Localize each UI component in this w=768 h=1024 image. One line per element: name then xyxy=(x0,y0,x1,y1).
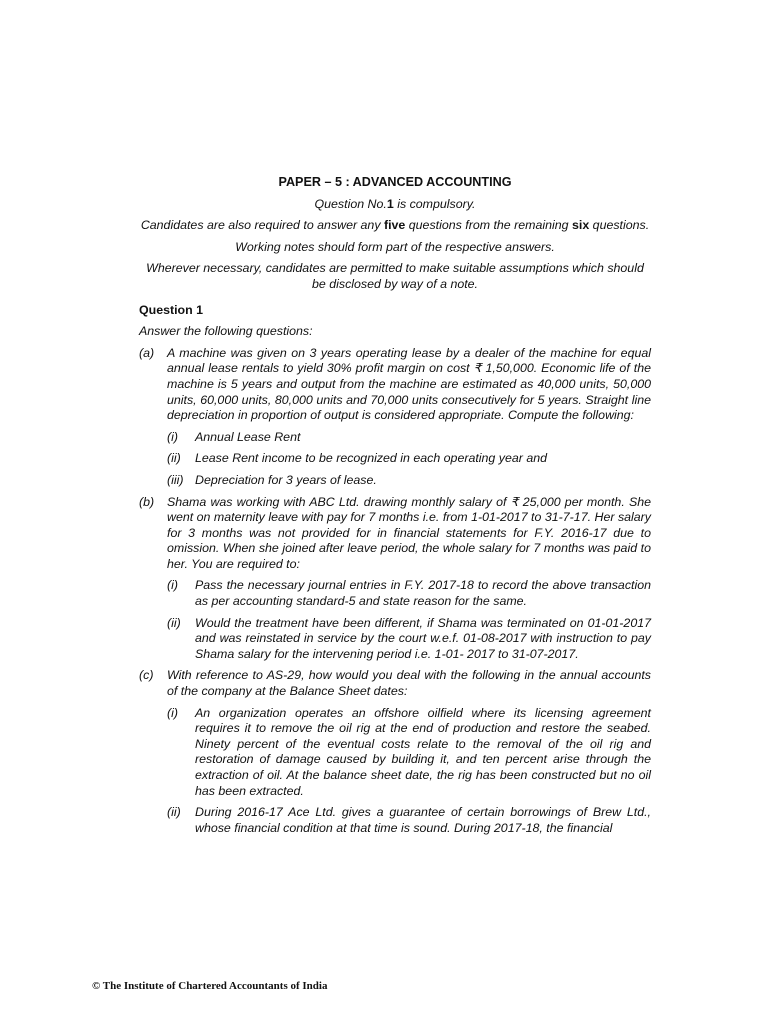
sub-text: Lease Rent income to be recognized in each operating year and xyxy=(195,451,547,466)
question-heading: Question 1 xyxy=(139,302,204,317)
sub-label: (i) xyxy=(167,578,179,593)
part-b-text: Shama was working with ABC Ltd. drawing monthly salary of ₹ 25,000 per month. She went on maternity leave with pay for 7 months i.e. from 1-01-2017 to 31-7-17. Her salary for 3 months was not provided for in financial statements for F.Y. 2016-17 due to omission. When she joined after leave period, the whole salary for 7 months was paid to her. You are required to: xyxy=(167,494,651,571)
part-a-sub-iii xyxy=(167,473,651,489)
instruction-compulsory-a: Question No. xyxy=(314,196,387,211)
part-b-body xyxy=(167,495,651,663)
part-c-sub-i xyxy=(167,706,651,800)
sub-text: Pass the necessary journal entries in F.Y. 2017-18 to record the above transaction as per accounting standard-5 and state reason for the same. xyxy=(195,578,651,609)
question-part-c xyxy=(139,668,651,836)
sub-text: Annual Lease Rent xyxy=(195,429,301,444)
question-part-a xyxy=(139,346,651,489)
part-c-text: With reference to AS-29, how would you deal with the following in the annual accounts of the company at the Balance Sheet dates: xyxy=(167,668,651,699)
sub-text: During 2016-17 Ace Ltd. gives a guarantee of certain borrowings of Brew Ltd., whose financial condition at that time is sound. During 2017-18, the financial xyxy=(195,805,651,835)
sub-label: (i) xyxy=(167,429,179,444)
part-a-text: A machine was given on 3 years operating lease by a dealer of the machine for equal annual lease rentals to yield 30% profit margin on cost ₹ 1,50,000. Economic life of the machine is 5 years and output from the machine are estimated as 40,000 units, 50,000 units, 60,000 units, 80,000 units and 70,000 units consecutively for 5 years. Straight line depreciation in proportion of output is considered appropriate. Compute the following: xyxy=(167,345,651,423)
part-b-sub-i xyxy=(167,578,651,609)
instruction-answer-five: five xyxy=(383,218,406,233)
instruction-answer-any xyxy=(139,218,651,234)
instruction-compulsory-c: is compulsory. xyxy=(393,196,476,211)
question-part-b xyxy=(139,495,651,663)
instruction-answer-e: questions. xyxy=(589,218,650,233)
instruction-compulsory-num: 1 xyxy=(386,196,394,211)
part-b-sub-ii xyxy=(167,616,651,663)
page-content xyxy=(139,175,651,842)
part-a-label: (a) xyxy=(139,345,155,360)
sub-text: Would the treatment have been different, if Shama was terminated on 01-01-2017 and was reinstated in service by the court w.e.f. 01-08-2017 with instruction to pay Shama salary for the intervening period i.e. 1-01- 2017 to 31-07-2017. xyxy=(195,615,651,661)
instruction-answer-six: six xyxy=(572,218,590,233)
part-a-body xyxy=(167,346,651,489)
sub-label: (ii) xyxy=(167,805,181,820)
part-a-sub-i xyxy=(167,430,651,446)
paper-title: PAPER – 5 : ADVANCED ACCOUNTING xyxy=(278,175,512,189)
instruction-compulsory xyxy=(139,197,651,213)
sub-label: (ii) xyxy=(167,615,181,630)
part-c-label: (c) xyxy=(139,668,154,683)
instruction-answer-a: Candidates are also required to answer any xyxy=(140,218,384,233)
instruction-assumptions: Wherever necessary, candidates are permitted to make suitable assumptions which should be disclosed by way of a note. xyxy=(146,261,644,291)
question-intro: Answer the following questions: xyxy=(139,324,313,339)
instruction-answer-c: questions from the remaining xyxy=(405,218,572,233)
part-b-label: (b) xyxy=(139,494,155,509)
sub-text: An organization operates an offshore oilfield where its licensing agreement requires it to remove the oil rig at the end of production and restore the seabed. Ninety percent of the eventual costs relate to the removal of the oil rig and restoration of damage caused by building it, and ten percent arise through the extraction of oil. At the balance sheet date, the rig has been constructed but no oil has been extracted. xyxy=(195,705,651,798)
sub-label: (iii) xyxy=(167,472,184,487)
part-c-body xyxy=(167,668,651,836)
sub-label: (i) xyxy=(167,705,179,720)
sub-text: Depreciation for 3 years of lease. xyxy=(195,472,377,487)
copyright-footer: © The Institute of Chartered Accountants of India xyxy=(92,980,328,992)
sub-label: (ii) xyxy=(167,451,181,466)
part-c-sub-ii xyxy=(167,805,651,836)
instruction-working-notes: Working notes should form part of the respective answers. xyxy=(235,239,555,254)
part-a-sub-ii xyxy=(167,451,651,467)
